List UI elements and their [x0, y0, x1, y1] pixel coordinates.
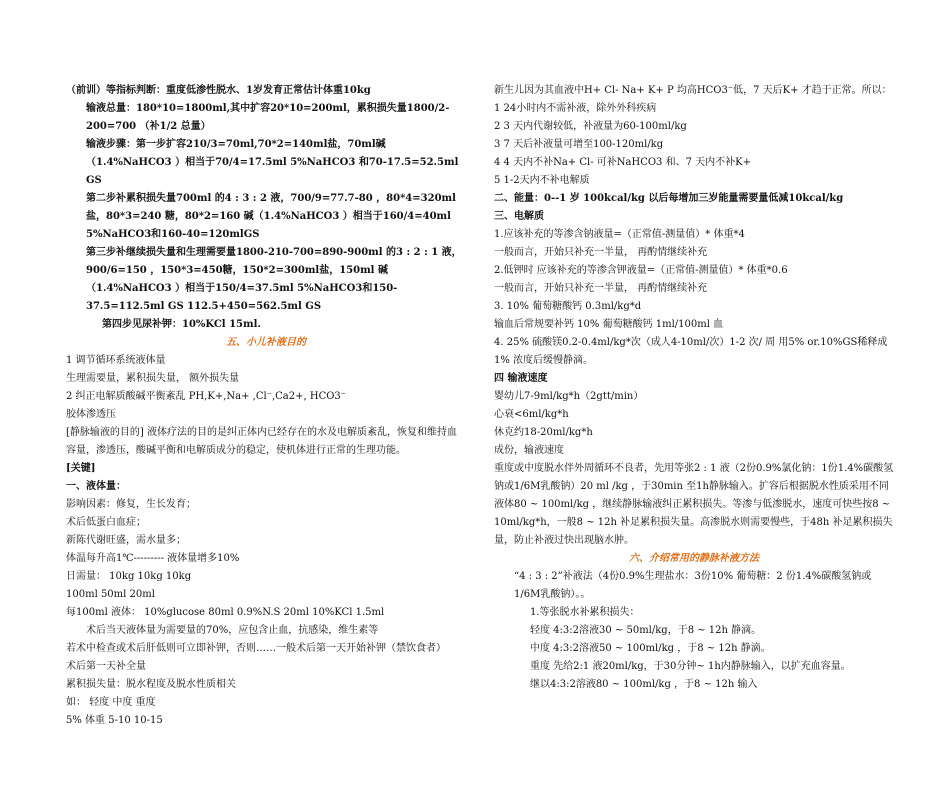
right-line: 输血后常规要补钙 10% 葡萄糖酸钙 1ml/100ml 血: [494, 319, 724, 330]
right-line: 一般而言，开始只补充一半量， 再酌情继续补充: [494, 283, 708, 294]
left-line: 术后第一天补全量: [66, 661, 146, 672]
left-line: 5% 体重 5-10 10-15: [66, 715, 163, 726]
left-line: [静脉输液的目的] 液体疗法的目的是纠正体内已经存在的水及电解质紊乱，恢复和维持血容量，渗透压，酸碱平衡和电解质成分的稳定，使机体进行正常的生理功能。: [66, 427, 457, 456]
right-line: 1.应该补充的等渗含钠液量=（正常值-测量值）* 体重*4: [494, 229, 745, 240]
right-line: 一般而言，开始只补充一半量， 再酌情继续补充: [494, 247, 708, 258]
left-line: 术后当天液体量为需要量的70%，应包含止血，抗感染，维生素等: [86, 625, 379, 636]
left-line: （前训）等指标判断：重度低渗性脱水、1岁发育正常估计体重10kg: [66, 85, 371, 96]
left-line: 输液步骤：第一步扩容210/3=70ml,70*2=140ml盐，70ml碱（1.4%NaHCO3 ）相当于70/4=17.5ml 5%NaHCO3 和70-17.5=52.5ml GS: [86, 139, 459, 186]
right-line: 心衰<6ml/kg*h: [494, 409, 569, 420]
left-line: 累积损失量：脱水程度及脱水性质相关: [66, 679, 236, 690]
right-line: 休克约18-20ml/kg*h: [494, 427, 593, 438]
right-line: 二、能量：0--1 岁 100kcal/kg 以后每增加三岁能量需要量低减10kcal/kg: [494, 193, 844, 204]
right-line: 4. 25% 硫酸镁0.2-0.4ml/kg*次（成人4-10ml/次）1-2 次/ 周 用5% or.10%GS稀释成1% 浓度后缓慢静滴。: [494, 337, 888, 366]
left-line: 胶体渗透压: [66, 409, 116, 420]
right-line: 5 1-2天内不补电解质: [494, 175, 590, 186]
left-line: 第四步见尿补钾：10%KCl 15ml.: [102, 319, 261, 330]
right-line: 三、电解质: [494, 211, 544, 222]
left-line: 1 调节循环系统液体量: [66, 355, 166, 366]
right-line: 六、介绍常用的静脉补液方法: [629, 553, 759, 564]
left-line: [关键]: [66, 463, 96, 474]
left-line: 影响因素：修复，生长发育；: [66, 499, 196, 510]
right-line: 1 24小时内不需补液，除外外科疾病: [494, 103, 657, 114]
right-line: 重度或中度脱水伴外周循环不良者，先用等张2 : 1 液（2份0.9%氯化钠：1份1.4%碳酸氢钠或1/6M乳酸钠）20 ml /kg ，于30min 至1h静脉输入。扩容后根据脱水性质采用不同液体80 ~ 100ml/kg ，继续静脉输液纠正累积损失。等渗与低渗脱水，速度可快些按8 ~ 10ml/kg*h，一般8 ~ 12h 补足累积损失量。高渗脱水则需要慢些，于48h 补足累积损失量，防止补液过快出现脑水肿。: [494, 463, 894, 546]
right-line: 成份，输液速度: [494, 445, 564, 456]
left-line: 第三步补继续损失量和生理需要量1800-210-700=890-900ml 的3 : 2 : 1 液，900/6=150 ，150*3=450糖，150*2=300ml盐，150ml 碱（1.4%NaHCO3 ）相当于150/4=37.5ml 5%NaHCO3和150-37.5=112.5ml GS 112.5+450=562.5ml GS: [86, 247, 462, 312]
left-line: 100ml 50ml 20ml: [66, 589, 155, 600]
right-line: 婴幼儿7-9ml/kg*h（2gtt/min）: [494, 391, 644, 402]
right-line: 2.低钾时 应该补充的等渗含钾液量=（正常值-测量值）* 体重*0.6: [494, 265, 788, 276]
right-line: 中度 4:3:2溶液50 ~ 100ml/kg ，于8 ~ 12h 静滴。: [530, 643, 771, 654]
right-line: 3 7 天后补液量可增至100-120ml/kg: [494, 139, 664, 150]
right-line: 3. 10% 葡萄糖酸钙 0.3ml/kg*d: [494, 301, 642, 312]
left-line: 生理需要量，累积损失量， 额外损失量: [66, 373, 240, 384]
left-line: 一、液体量：: [66, 481, 126, 492]
right-line: 新生儿因为其血液中H+ Cl- Na+ K+ P 均高HCO3⁻低，7 天后K+ 才趋于正常。所以：: [494, 85, 892, 96]
left-line: 五、小儿补液目的: [226, 337, 306, 348]
right-line: 2 3 天内代谢较低，补液量为60-100ml/kg: [494, 121, 687, 132]
left-line: 每100ml 液体： 10%glucose 80ml 0.9%N.S 20ml 10%KCl 1.5ml: [66, 607, 385, 618]
left-line: 输液总量：180*10=1800ml,其中扩容20*10=200ml，累积损失量1800/2-200=700 （补1/2 总量）: [86, 103, 450, 132]
right-line: 四 输液速度: [494, 373, 548, 384]
right-line: 轻度 4:3:2溶液30 ~ 50ml/kg，于8 ~ 12h 静滴。: [530, 625, 762, 636]
left-line: 2 纠正电解质酸碱平衡紊乱 PH,K+,Na+ ,Cl⁻,Ca2+, HCO3⁻: [66, 391, 347, 402]
left-line: 若术中检查或术后肝低则可立即补钾，否则……一般术后第一天开始补钾（禁饮食者）: [66, 643, 446, 654]
right-line: 重度 先给2:1 液20ml/kg，于30分钟~ 1h内静脉输入，以扩充血容量。: [530, 661, 851, 672]
right-column: [494, 82, 894, 694]
right-line: 4 4 天内不补Na+ Cl- 可补NaHCO3 和、7 天内不补K+: [494, 157, 751, 168]
right-line: “4 : 3 : 2”补液法（4份0.9%生理盐水：3份10% 葡萄糖：2 份1.4%碳酸氢钠或1/6M乳酸钠）。。: [514, 571, 872, 600]
left-line: 术后低蛋白血症；: [66, 517, 146, 528]
left-line: 第二步补累积损失量700ml 的4 : 3 : 2 液，700/9=77.7-80 ，80*4=320ml盐，80*3=240 糖，80*2=160 碱（1.4%NaHCO3 ）相当于160/4=40ml 5%NaHCO3和160-40=120mlGS: [86, 193, 456, 240]
left-line: 日需量： 10kg 10kg 10kg: [66, 571, 192, 582]
left-line: 体温每升高1℃--------- 液体量增多10%: [66, 553, 240, 564]
right-line: 1.等张脱水补累积损失：: [530, 607, 640, 618]
left-line: 如： 轻度 中度 重度: [66, 697, 156, 708]
left-line: 新陈代谢旺盛，需水量多；: [66, 535, 186, 546]
right-line: 继以4:3:2溶液80 ~ 100ml/kg ，于8 ~ 12h 输入: [530, 679, 758, 690]
left-column: [66, 82, 466, 730]
